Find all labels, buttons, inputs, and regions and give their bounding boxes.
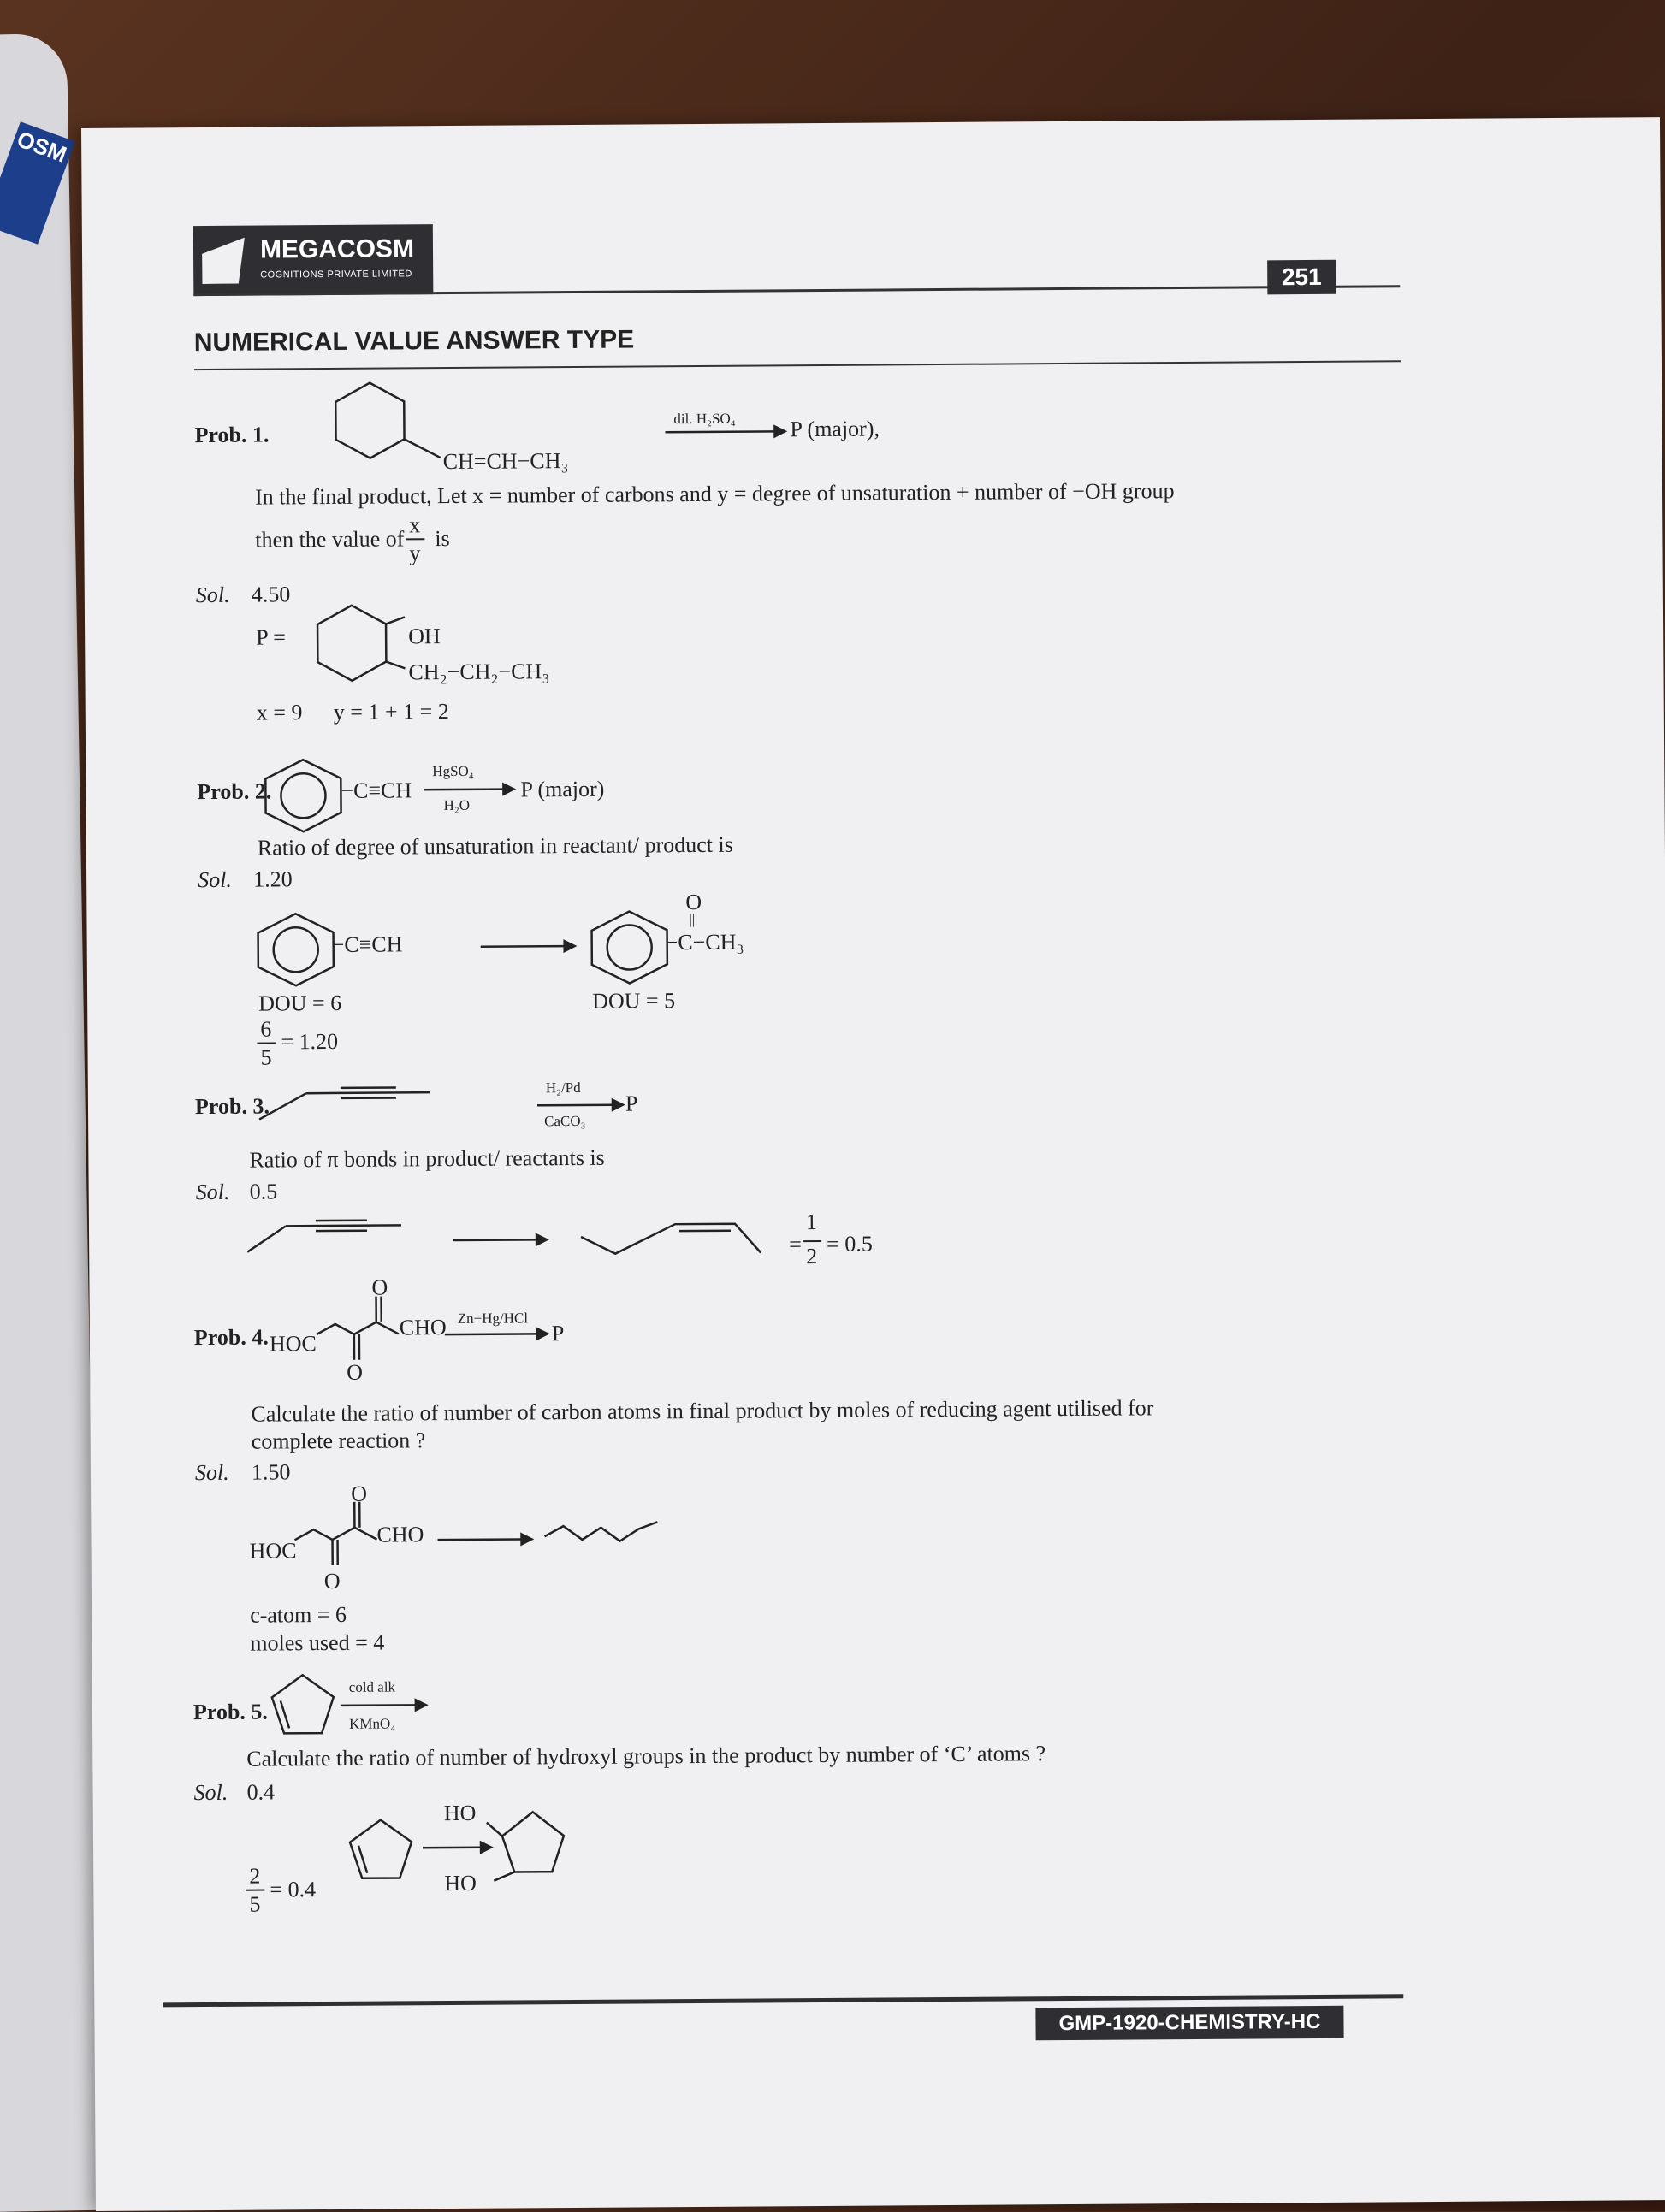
prob-5-frac-den: 5 bbox=[249, 1892, 260, 1918]
prob-2-frac-den: 5 bbox=[260, 1044, 271, 1070]
prob-5-label: Prob. 5. bbox=[193, 1700, 268, 1726]
prob-3-calc-pre: = bbox=[789, 1232, 802, 1257]
prob-5-ho-top: HO bbox=[444, 1801, 477, 1826]
prob-2-answer: 1.20 bbox=[253, 866, 293, 892]
prob-3-sol-label: Sol. bbox=[196, 1180, 230, 1205]
prob-2-reagent-top: HgSO₄ bbox=[432, 763, 474, 780]
prob-1-label: Prob. 1. bbox=[194, 422, 269, 448]
prob-4-question-line1: Calculate the ratio of number of carbon atoms in final product by moles of reducing agent utilised for bbox=[251, 1395, 1153, 1427]
prob-4-sol-o-bottom: O bbox=[324, 1569, 341, 1594]
prob-5-arrow-icon bbox=[341, 1698, 426, 1712]
prob-4-question-line2: complete reaction ? bbox=[252, 1428, 426, 1454]
prob-4-o-bottom: O bbox=[347, 1360, 363, 1386]
prob-2-reagent-bottom: H₂O bbox=[443, 797, 470, 814]
prob-2-dou-product: DOU = 5 bbox=[592, 988, 675, 1014]
prob-1-reagent: dil. H₂SO₄ bbox=[673, 411, 735, 429]
prob-2-sol-product-dbl: || bbox=[689, 911, 695, 928]
footer-rule bbox=[163, 1994, 1403, 2007]
prob-2-sol-label: Sol. bbox=[198, 867, 232, 893]
prob-2-dou-reactant: DOU = 6 bbox=[258, 991, 341, 1017]
prob-4-sol-left-group: HOC bbox=[250, 1538, 297, 1564]
prob-1-question-pre: then the value of bbox=[255, 526, 404, 553]
prob-4-product: P bbox=[552, 1321, 565, 1346]
prob-1-p-eq: P = bbox=[256, 624, 286, 650]
prob-3-calc-post: = 0.5 bbox=[827, 1232, 873, 1257]
section-title: NUMERICAL VALUE ANSWER TYPE bbox=[194, 325, 635, 358]
prob-1-question-line1: In the final product, Let x = number of carbons and y = degree of unsaturation + number of −OH group bbox=[255, 478, 1175, 511]
prob-2-sol-product-sub: −C−CH₃ bbox=[666, 930, 744, 956]
prob-5-ho-bottom: HO bbox=[444, 1871, 477, 1896]
prob-5-frac-result: = 0.4 bbox=[270, 1877, 316, 1902]
prob-2-sol-product-o: O bbox=[685, 890, 702, 915]
prob-2-sol-arrow-icon bbox=[481, 939, 575, 954]
prob-4-left-group: HOC bbox=[270, 1331, 317, 1357]
prob-4-sol-arrow-icon bbox=[437, 1532, 531, 1547]
prob-2-product: P (major) bbox=[520, 777, 604, 803]
prob-4-o-top: O bbox=[371, 1275, 388, 1301]
prob-3-label: Prob. 3. bbox=[195, 1093, 270, 1120]
prob-4-answer: 1.50 bbox=[252, 1459, 291, 1485]
prob-4-moles: moles used = 4 bbox=[250, 1630, 384, 1657]
prob-2-substituent: −C≡CH bbox=[341, 778, 412, 804]
prob-1-frac-num: x bbox=[409, 512, 420, 538]
logo-name: MEGACOSM bbox=[260, 234, 414, 264]
frac-bar bbox=[803, 1240, 821, 1242]
footer-code: GMP-1920-CHEMISTRY-HC bbox=[1035, 2006, 1343, 2041]
prob-1-p-chain: CH₂−CH₂−CH₃ bbox=[408, 659, 549, 685]
publisher-logo bbox=[193, 224, 434, 296]
prob-4-sol-right-group: CHO bbox=[376, 1522, 424, 1547]
prob-4-label: Prob. 4. bbox=[194, 1325, 269, 1351]
frac-bar bbox=[257, 1042, 276, 1044]
prob-5-answer: 0.4 bbox=[246, 1779, 275, 1805]
frac-bar bbox=[246, 1890, 264, 1891]
prob-2-frac-num: 6 bbox=[260, 1016, 271, 1042]
prob-2-question: Ratio of degree of unsaturation in reactant/ product is bbox=[258, 832, 733, 861]
prob-3-sol-reactant bbox=[247, 1216, 418, 1260]
prob-3-answer: 0.5 bbox=[250, 1179, 278, 1204]
prob-5-reagent-top: cold alk bbox=[349, 1678, 395, 1695]
prob-5-question: Calculate the ratio of number of hydroxyl groups in the product by number of ‘C’ atoms ? bbox=[246, 1741, 1046, 1772]
prob-2-label: Prob. 2. bbox=[197, 778, 271, 805]
prob-4-sol-product-hexane bbox=[544, 1518, 664, 1553]
prob-1-sol-label: Sol. bbox=[196, 583, 230, 608]
prob-1-substituent: CH=CH−CH₃ bbox=[443, 448, 569, 475]
prob-3-arrow-icon bbox=[537, 1098, 623, 1113]
prob-4-right-group: CHO bbox=[400, 1315, 447, 1340]
prob-2-frac-result: = 1.20 bbox=[281, 1029, 338, 1055]
section-rule bbox=[194, 360, 1401, 370]
prob-5-sol-diol-structure bbox=[478, 1801, 582, 1896]
logo-subtitle: COGNITIONS PRIVATE LIMITED bbox=[260, 269, 412, 280]
prob-4-c-atom: c-atom = 6 bbox=[250, 1602, 347, 1629]
prob-5-cyclopentene-icon bbox=[272, 1675, 341, 1744]
prob-3-product: P bbox=[625, 1091, 638, 1116]
book-page bbox=[81, 117, 1665, 2211]
page-number: 251 bbox=[1267, 260, 1336, 295]
edge-tab: OSM bbox=[0, 121, 75, 245]
prob-1-product: P (major), bbox=[790, 416, 880, 442]
prob-3-sol-arrow-icon bbox=[453, 1233, 547, 1247]
prob-3-question: Ratio of π bonds in product/ reactants is bbox=[249, 1145, 605, 1174]
prob-5-sol-cyclopentene-icon bbox=[350, 1819, 419, 1889]
prob-3-frac-num: 1 bbox=[806, 1210, 817, 1235]
prob-2-arrow-icon bbox=[424, 782, 513, 796]
frac-bar bbox=[406, 538, 424, 540]
prob-4-sol-label: Sol. bbox=[195, 1460, 229, 1486]
prob-4-arrow-icon bbox=[445, 1327, 548, 1341]
prob-3-alkyne-structure bbox=[259, 1084, 447, 1128]
prob-2-sol-reactant-sub: −C≡CH bbox=[332, 932, 403, 958]
prob-3-sol-product bbox=[581, 1218, 769, 1263]
prob-1-arrow-icon bbox=[665, 423, 785, 441]
prob-1-calc-x: x = 9 bbox=[257, 700, 303, 725]
prob-5-reagent-bottom: KMnO₄ bbox=[349, 1715, 395, 1732]
prob-3-frac-den: 2 bbox=[806, 1244, 817, 1269]
prob-5-sol-label: Sol. bbox=[193, 1780, 228, 1806]
prob-1-frac-den: y bbox=[409, 541, 420, 566]
prob-3-reagent-bottom: CaCO₃ bbox=[544, 1113, 586, 1130]
prob-1-answer: 4.50 bbox=[252, 582, 291, 607]
prob-5-frac-num: 2 bbox=[249, 1864, 260, 1890]
prob-4-sol-o-top: O bbox=[351, 1482, 367, 1507]
prob-1-question-post: is bbox=[435, 526, 450, 552]
prob-4-reagent: Zn−Hg/HCl bbox=[458, 1310, 528, 1328]
prob-3-reagent-top: H₂/Pd bbox=[546, 1079, 581, 1097]
prob-1-calc-y: y = 1 + 1 = 2 bbox=[334, 699, 449, 725]
prob-1-p-oh: OH bbox=[408, 624, 441, 649]
logo-mark-icon bbox=[202, 238, 245, 284]
